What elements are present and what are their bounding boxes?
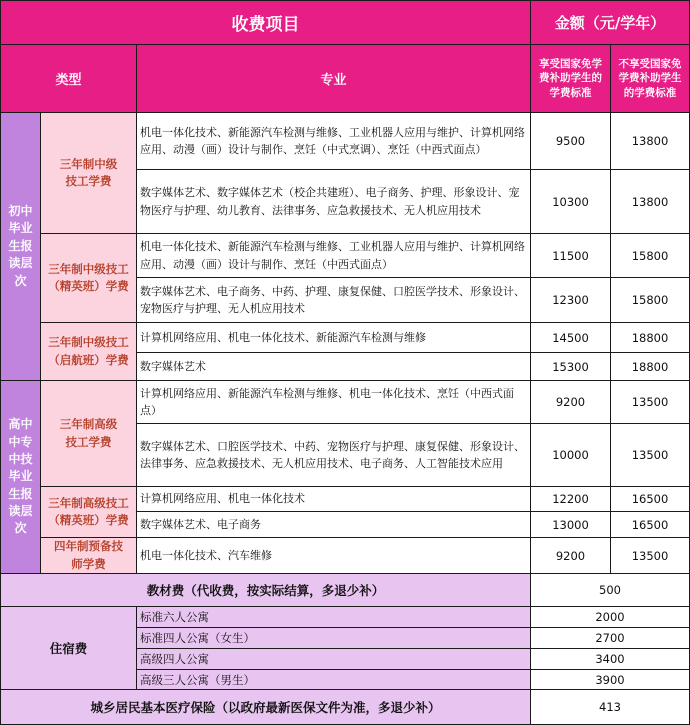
- level-junior: 初中毕业生报读层次: [0, 112, 41, 381]
- majors-cell: 机电一体化技术、新能源汽车检测与维修、工业机器人应用与维护、计算机网络应用、动漫（画）设计与制作、烹饪（中西式面点）: [136, 233, 531, 278]
- category-intermediate: 三年制中级技工学费: [40, 112, 137, 234]
- fee-with-aid-header: 享受国家免学费补助学生的学费标准: [530, 44, 611, 113]
- textbook-fee-amount: 500: [530, 573, 690, 607]
- fee-without-aid-cell: 13800: [610, 169, 690, 234]
- majors-cell: 机电一体化技术、汽车维修: [136, 537, 531, 574]
- fee-without-aid-cell: 15800: [610, 277, 690, 323]
- fee-without-aid-cell: 13500: [610, 537, 690, 574]
- type-header: 类型: [0, 44, 137, 113]
- category-intermediate-elite: 三年制中级技工（精英班）学费: [40, 233, 137, 323]
- fee-without-aid-cell: 13500: [610, 380, 690, 424]
- room-type: 高级四人公寓: [136, 648, 531, 670]
- level-senior: 高中中专中技毕业生报读层次: [0, 380, 41, 574]
- amount-header: 金额（元/学年）: [530, 0, 690, 45]
- room-fee: 3400: [530, 648, 690, 670]
- room-type: 标准四人公寓（女生）: [136, 627, 531, 649]
- majors-cell: 数字媒体艺术、电子商务: [136, 511, 531, 538]
- majors-cell: 数字媒体艺术、数字媒体艺术（校企共建班）、电子商务、护理、形象设计、宠物医疗与护理、幼儿教育、法律事务、应急救援技术、无人机应用技术: [136, 169, 531, 234]
- majors-cell: 数字媒体艺术: [136, 352, 531, 381]
- fee-without-aid-cell: 15800: [610, 233, 690, 278]
- room-fee: 3900: [530, 669, 690, 690]
- accommodation-label: 住宿费: [0, 606, 137, 690]
- majors-cell: 数字媒体艺术、口腔医学技术、中药、宠物医疗与护理、康复保健、形象设计、法律事务、应急救援技术、无人机应用技术、电子商务、人工智能技术应用: [136, 423, 531, 487]
- fee-with-aid-cell: 10000: [530, 423, 611, 487]
- fee-with-aid-cell: 12300: [530, 277, 611, 323]
- category-intermediate-qihang: 三年制中级技工（启航班）学费: [40, 322, 137, 381]
- room-fee: 2000: [530, 606, 690, 628]
- fee-without-aid-cell: 18800: [610, 352, 690, 381]
- fee-without-aid-cell: 18800: [610, 322, 690, 353]
- fee-with-aid-cell: 13000: [530, 511, 611, 538]
- fee-with-aid-cell: 11500: [530, 233, 611, 278]
- fee-with-aid-cell: 12200: [530, 486, 611, 512]
- fee-without-aid-cell: 13800: [610, 112, 690, 170]
- fee-with-aid-cell: 14500: [530, 322, 611, 353]
- fee-with-aid-cell: 9200: [530, 380, 611, 424]
- majors-cell: 机电一体化技术、新能源汽车检测与维修、工业机器人应用与维护、计算机网络应用、动漫（画）设计与制作、烹饪（中式烹调）、烹饪（中西式面点）: [136, 112, 531, 170]
- category-advanced: 三年制高级技工学费: [40, 380, 137, 487]
- room-type: 标准六人公寓: [136, 606, 531, 628]
- category-advanced-elite: 三年制高级技工（精英班）学费: [40, 486, 137, 538]
- fee-with-aid-cell: 9500: [530, 112, 611, 170]
- fee-with-aid-cell: 15300: [530, 352, 611, 381]
- fee-without-aid-cell: 13500: [610, 423, 690, 487]
- room-type: 高级三人公寓（男生）: [136, 669, 531, 690]
- fee-with-aid-cell: 10300: [530, 169, 611, 234]
- majors-cell: 计算机网络应用、新能源汽车检测与维修、机电一体化技术、烹饪（中西式面点）: [136, 380, 531, 424]
- fee-item-header: 收费项目: [0, 0, 531, 45]
- major-header: 专业: [136, 44, 531, 113]
- textbook-fee-label: 教材费（代收费，按实际结算，多退少补）: [0, 573, 531, 607]
- category-technician: 四年制预备技师学费: [40, 537, 137, 574]
- insurance-label: 城乡居民基本医疗保险（以政府最新医保文件为准，多退少补）: [0, 689, 531, 725]
- fee-with-aid-cell: 9200: [530, 537, 611, 574]
- majors-cell: 数字媒体艺术、电子商务、中药、护理、康复保健、口腔医学技术、形象设计、宠物医疗与护理、无人机应用技术: [136, 277, 531, 323]
- majors-cell: 计算机网络应用、机电一体化技术、新能源汽车检测与维修: [136, 322, 531, 353]
- fee-without-aid-cell: 16500: [610, 511, 690, 538]
- fee-without-aid-header: 不享受国家免学费补助学生的学费标准: [610, 44, 690, 113]
- majors-cell: 计算机网络应用、机电一体化技术: [136, 486, 531, 512]
- room-fee: 2700: [530, 627, 690, 649]
- insurance-amount: 413: [530, 689, 690, 725]
- fee-without-aid-cell: 16500: [610, 486, 690, 512]
